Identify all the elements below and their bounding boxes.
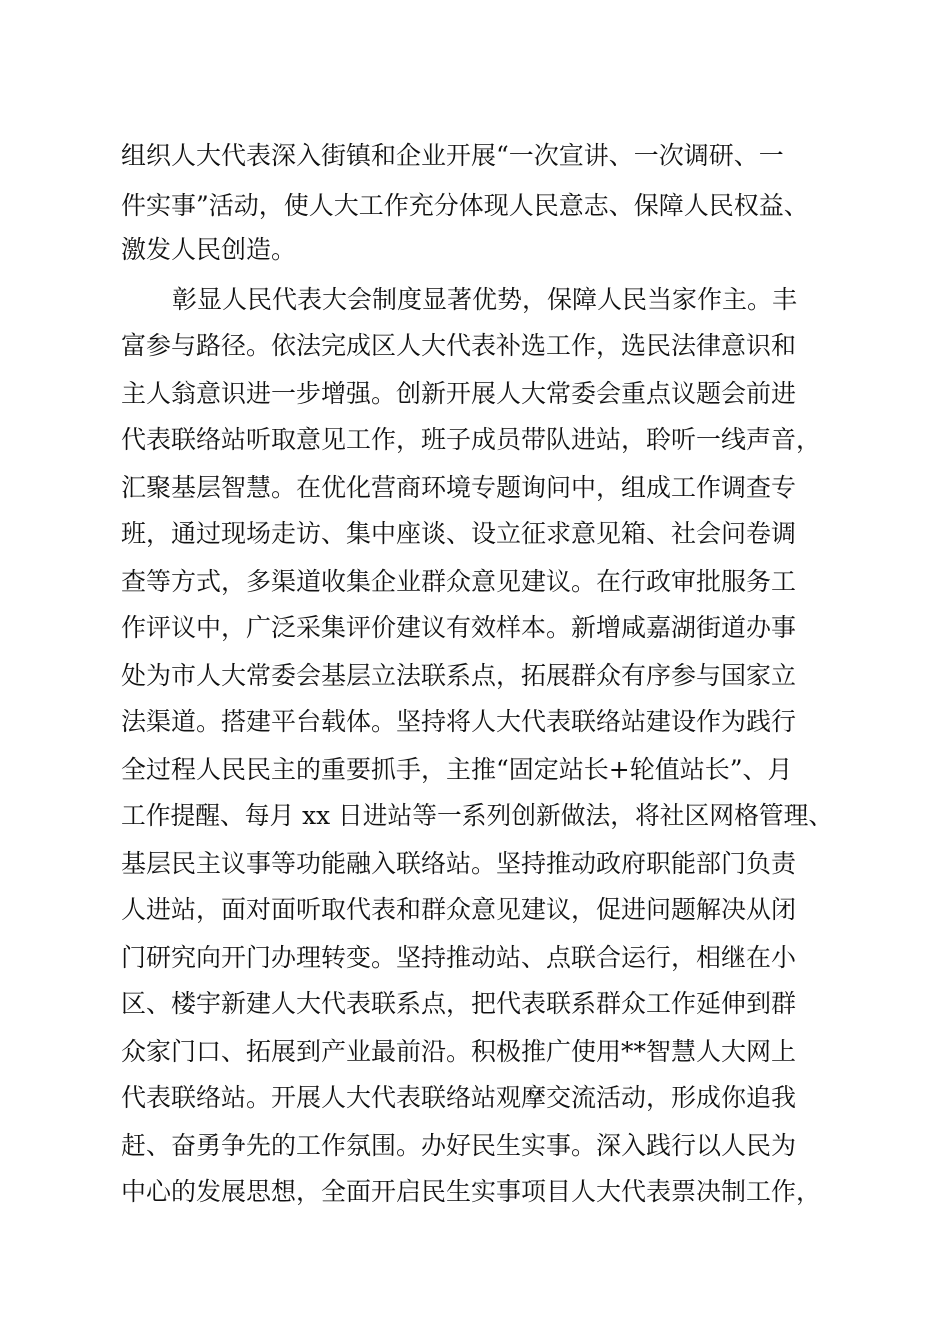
text-line: 区、楼宇新建人大代表联系点，把代表联系群众工作延伸到群 bbox=[121, 989, 797, 1018]
text-line: 众家门口、拓展到产业最前沿。积极推广使用**智慧人大网上 bbox=[121, 1037, 797, 1066]
text-line: 激发人民创造。 bbox=[121, 235, 297, 264]
text-line: 基层民主议事等功能融入联络站。坚持推动政府职能部门负责 bbox=[121, 849, 797, 878]
text-line: 代表联络站听取意见工作，班子成员带队进站，聆听一线声音， bbox=[121, 425, 822, 454]
text-line: 全过程人民民主的重要抓手，主推“固定站长+轮值站长”、月 bbox=[121, 755, 793, 784]
text-line: 件实事”活动，使人大工作充分体现人民意志、保障人民权益、 bbox=[121, 191, 809, 220]
text-line: 人进站，面对面听取代表和群众意见建议，促进问题解决从闭 bbox=[121, 895, 797, 924]
text-line: 组织人大代表深入街镇和企业开展“一次宣讲、一次调研、一 bbox=[121, 141, 784, 170]
text-line: 查等方式，多渠道收集企业群众意见建议。在行政审批服务工 bbox=[121, 567, 797, 596]
text-line: 班，通过现场走访、集中座谈、设立征求意见箱、社会问卷调 bbox=[121, 519, 797, 548]
text-line: 汇聚基层智慧。在优化营商环境专题询问中，组成工作调查专 bbox=[121, 473, 797, 502]
text-line: 富参与路径。依法完成区人大代表补选工作，选民法律意识和 bbox=[121, 331, 797, 360]
text-line: 法渠道。搭建平台载体。坚持将人大代表联络站建设作为践行 bbox=[121, 707, 797, 736]
text-line: 代表联络站。开展人大代表联络站观摩交流活动，形成你追我 bbox=[121, 1083, 797, 1112]
text-line: 门研究向开门办理转变。坚持推动站、点联合运行，相继在小 bbox=[121, 943, 797, 972]
paragraph-first-line: 彰显人民代表大会制度显著优势，保障人民当家作主。丰 bbox=[172, 285, 798, 314]
text-line: 处为市人大常委会基层立法联系点，拓展群众有序参与国家立 bbox=[121, 661, 797, 690]
text-line: 工作提醒、每月 xx 日进站等一系列创新做法，将社区网格管理、 bbox=[121, 801, 834, 830]
text-line: 主人翁意识进一步增强。创新开展人大常委会重点议题会前进 bbox=[121, 379, 797, 408]
text-line: 中心的发展思想，全面开启民生实事项目人大代表票决制工作， bbox=[121, 1177, 822, 1206]
text-line: 作评议中，广泛采集评价建议有效样本。新增咸嘉湖街道办事 bbox=[121, 613, 797, 642]
text-line: 赶、奋勇争先的工作氛围。办好民生实事。深入践行以人民为 bbox=[121, 1131, 797, 1160]
